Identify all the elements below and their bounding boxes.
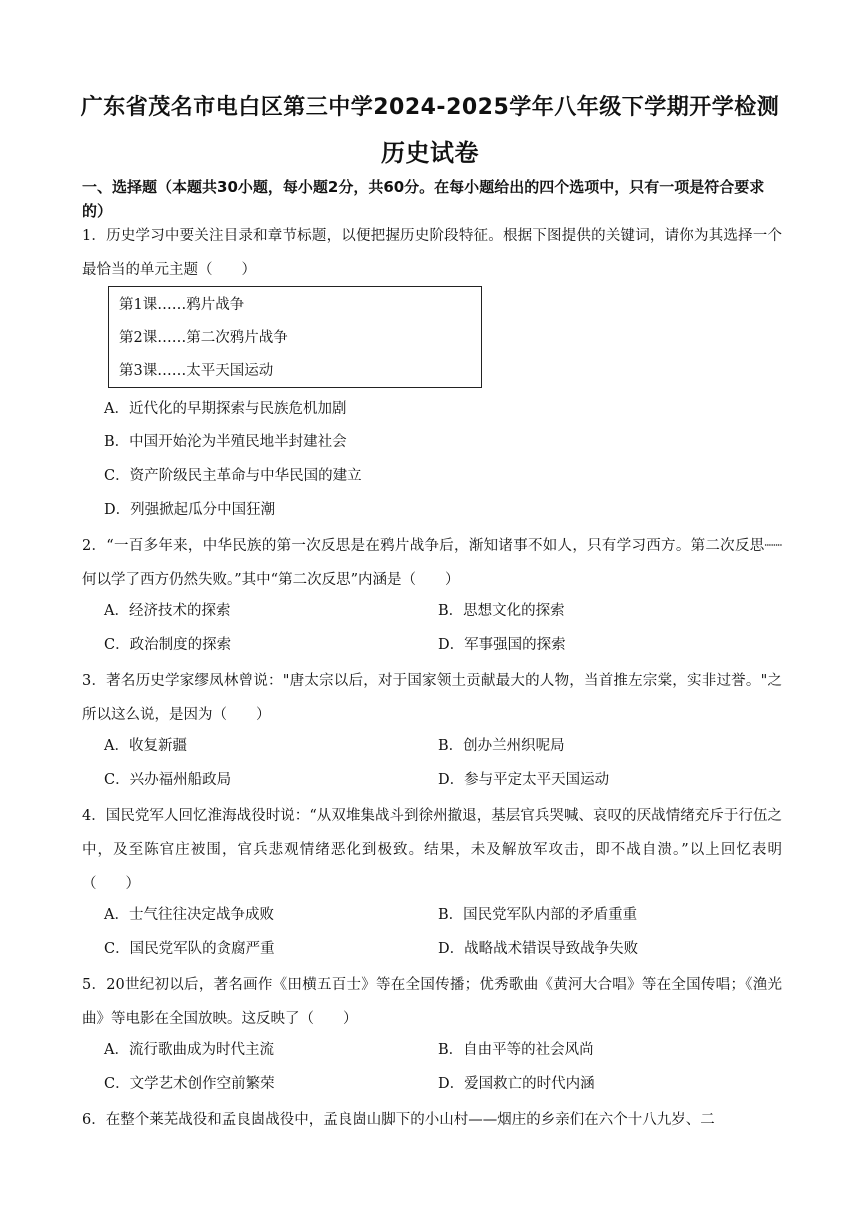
- box-line-2: 第2课……第二次鸦片战争: [119, 330, 288, 346]
- question-4-stem: 4．国民党军人回忆淮海战役时说：“从双堆集战斗到徐州撤退，基层官兵哭喊、哀叹的厌战情绪充斥于行伍之中，及至陈官庄被围，官兵悲观情绪恶化到极致。结果，未及解放军攻击，即不战自溃。”以上回忆表明（ ）: [82, 808, 782, 892]
- question-4-option-d: D．战略战术错误导致战争失败: [438, 941, 639, 957]
- question-1-option-c: C．资产阶级民主革命与中华民国的建立: [104, 468, 362, 484]
- question-3-option-b: B．创办兰州织呢局: [438, 738, 565, 754]
- question-3-stem: 3．著名历史学家缪凤林曾说："唐太宗以后，对于国家领土贡献最大的人物，当首推左宗棠，实非过誉。"之所以这么说，是因为（ ）: [82, 673, 782, 723]
- question-3-option-c: C．兴办福州船政局: [104, 772, 232, 788]
- box-line-3: 第3课……太平天国运动: [119, 363, 274, 379]
- question-5-option-d: D．爱国救亡的时代内涵: [438, 1076, 595, 1092]
- question-5-option-c: C．文学艺术创作空前繁荣: [104, 1076, 275, 1092]
- question-1-contents-box: [108, 286, 482, 388]
- question-2-option-b: B．思想文化的探索: [438, 603, 565, 619]
- question-2-option-a: A．经济技术的探索: [104, 603, 231, 619]
- question-4-option-c: C．国民党军队的贪腐严重: [104, 941, 275, 957]
- box-line-1: 第1课……鸦片战争: [119, 297, 245, 313]
- question-3-option-d: D．参与平定太平天国运动: [438, 772, 610, 788]
- question-5-option-a: A．流行歌曲成为时代主流: [104, 1042, 274, 1058]
- question-6-stem: 6．在整个莱芜战役和孟良崮战役中，孟良崮山脚下的小山村——烟庄的乡亲们在六个十八九岁、二: [82, 1112, 715, 1128]
- question-4-option-b: B．国民党军队内部的矛盾重重: [438, 907, 638, 923]
- question-1-option-a: A．近代化的早期探索与民族危机加剧: [104, 401, 347, 417]
- question-1-stem: 1．历史学习中要关注目录和章节标题，以便把握历史阶段特征。根据下图提供的关键词，请你为其选择一个最恰当的单元主题（ ）: [82, 228, 782, 278]
- question-3-option-a: A．收复新疆: [104, 738, 187, 754]
- question-1-option-d: D．列强掀起瓜分中国狂潮: [104, 502, 276, 518]
- document-title: 广东省茂名市电白区第三中学2024-2025学年八年级下学期开学检测: [80, 95, 780, 120]
- question-2-stem: 2．“一百多年来，中华民族的第一次反思是在鸦片战争后，渐知诸事不如人，只有学习西方。第二次反思┈┈何以学了西方仍然失败。”其中“第二次反思”内涵是（ ）: [82, 538, 782, 588]
- question-2-option-d: D．军事强国的探索: [438, 637, 566, 653]
- question-4-option-a: A．士气往往决定战争成败: [104, 907, 274, 923]
- question-2-option-c: C．政治制度的探索: [104, 637, 232, 653]
- question-5-option-b: B．自由平等的社会风尚: [438, 1042, 594, 1058]
- document-subtitle: 历史试卷: [381, 139, 479, 167]
- question-1-option-b: B．中国开始沦为半殖民地半封建社会: [104, 434, 347, 450]
- section-heading: 一、选择题（本题共30小题，每小题2分，共60分。在每小题给出的四个选项中，只有一项是符合要求的）: [82, 178, 765, 220]
- question-5-stem: 5．20世纪初以后，著名画作《田横五百士》等在全国传播；优秀歌曲《黄河大合唱》等在全国传唱；《渔光曲》等电影在全国放映。这反映了（ ）: [82, 977, 782, 1027]
